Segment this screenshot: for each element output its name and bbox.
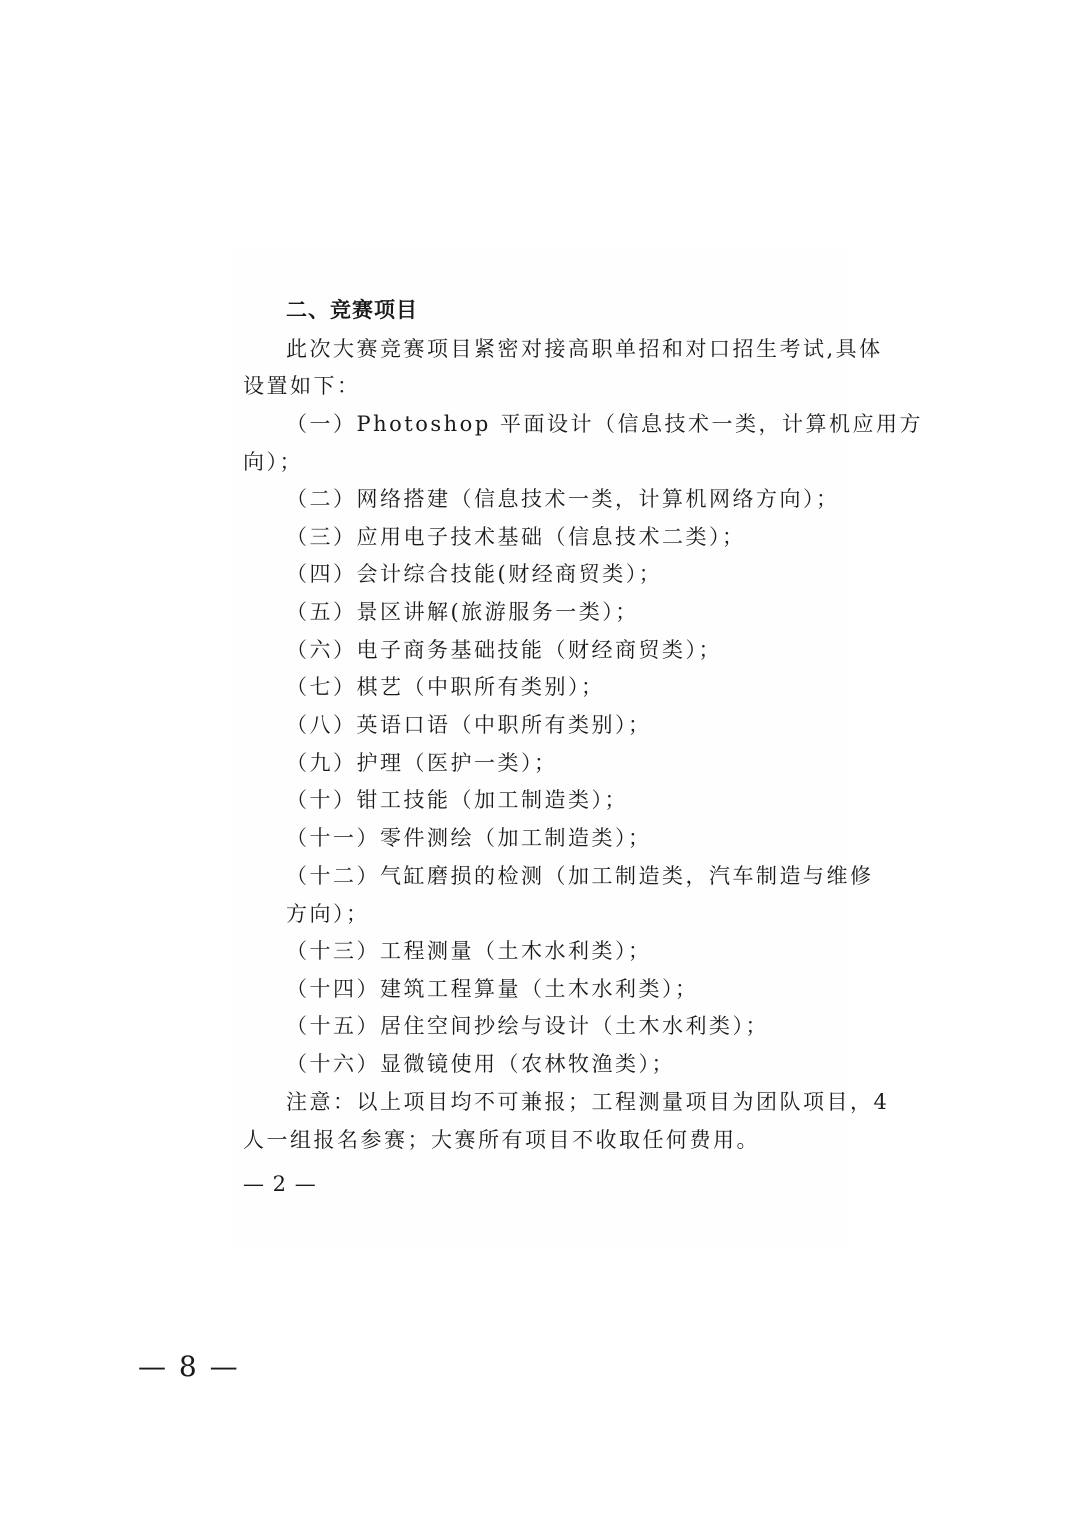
list-item-6: （六）电子商务基础技能（财经商贸类）；: [286, 638, 722, 662]
list-item-12: （十二）气缸磨损的检测（加工制造类，汽车制造与维修: [286, 864, 874, 888]
list-item-10: （十）钳工技能（加工制造类）；: [286, 788, 628, 812]
list-item-9: （九）护理（医护一类）；: [286, 751, 558, 775]
list-item-7: （七）棋艺（中职所有类别）；: [286, 675, 605, 699]
list-item-13: （十三）工程测量（土木水利类）；: [286, 939, 652, 963]
list-item-5: （五）景区讲解(旅游服务一类）；: [286, 600, 639, 624]
inner-page-number: — 2 —: [243, 1172, 317, 1196]
list-item-12-continued: 方向）；: [286, 902, 370, 926]
note-line-2: 人一组报名参赛；大赛所有项目不收取任何费用。: [243, 1128, 760, 1152]
list-item-2: （二）网络搭建（信息技术一类，计算机网络方向）；: [286, 487, 840, 511]
list-item-11: （十一）零件测绘（加工制造类）；: [286, 826, 652, 850]
list-item-1: （一）Photoshop 平面设计（信息技术一类，计算机应用方: [286, 412, 923, 436]
list-item-8: （八）英语口语（中职所有类别）；: [286, 713, 652, 737]
list-item-16: （十六）显微镜使用（农林牧渔类）；: [286, 1052, 675, 1076]
list-item-15: （十五）居住空间抄绘与设计（土木水利类）；: [286, 1014, 769, 1038]
note-line-1: 注意：以上项目均不可兼报；工程测量项目为团队项目，4: [286, 1090, 890, 1114]
intro-line-1: 此次大赛竞赛项目紧密对接高职单招和对口招生考试,具体: [286, 337, 883, 361]
intro-line-2: 设置如下：: [243, 374, 361, 398]
list-item-1-continued: 向）；: [243, 450, 303, 474]
list-item-14: （十四）建筑工程算量（土木水利类）；: [286, 977, 699, 1001]
outer-page-number: — 8 —: [138, 1350, 240, 1383]
list-item-4: （四）会计综合技能(财经商贸类）；: [286, 562, 663, 586]
list-item-3: （三）应用电子技术基础（信息技术二类）；: [286, 525, 746, 549]
section-heading: 二、竞赛项目: [286, 298, 418, 322]
